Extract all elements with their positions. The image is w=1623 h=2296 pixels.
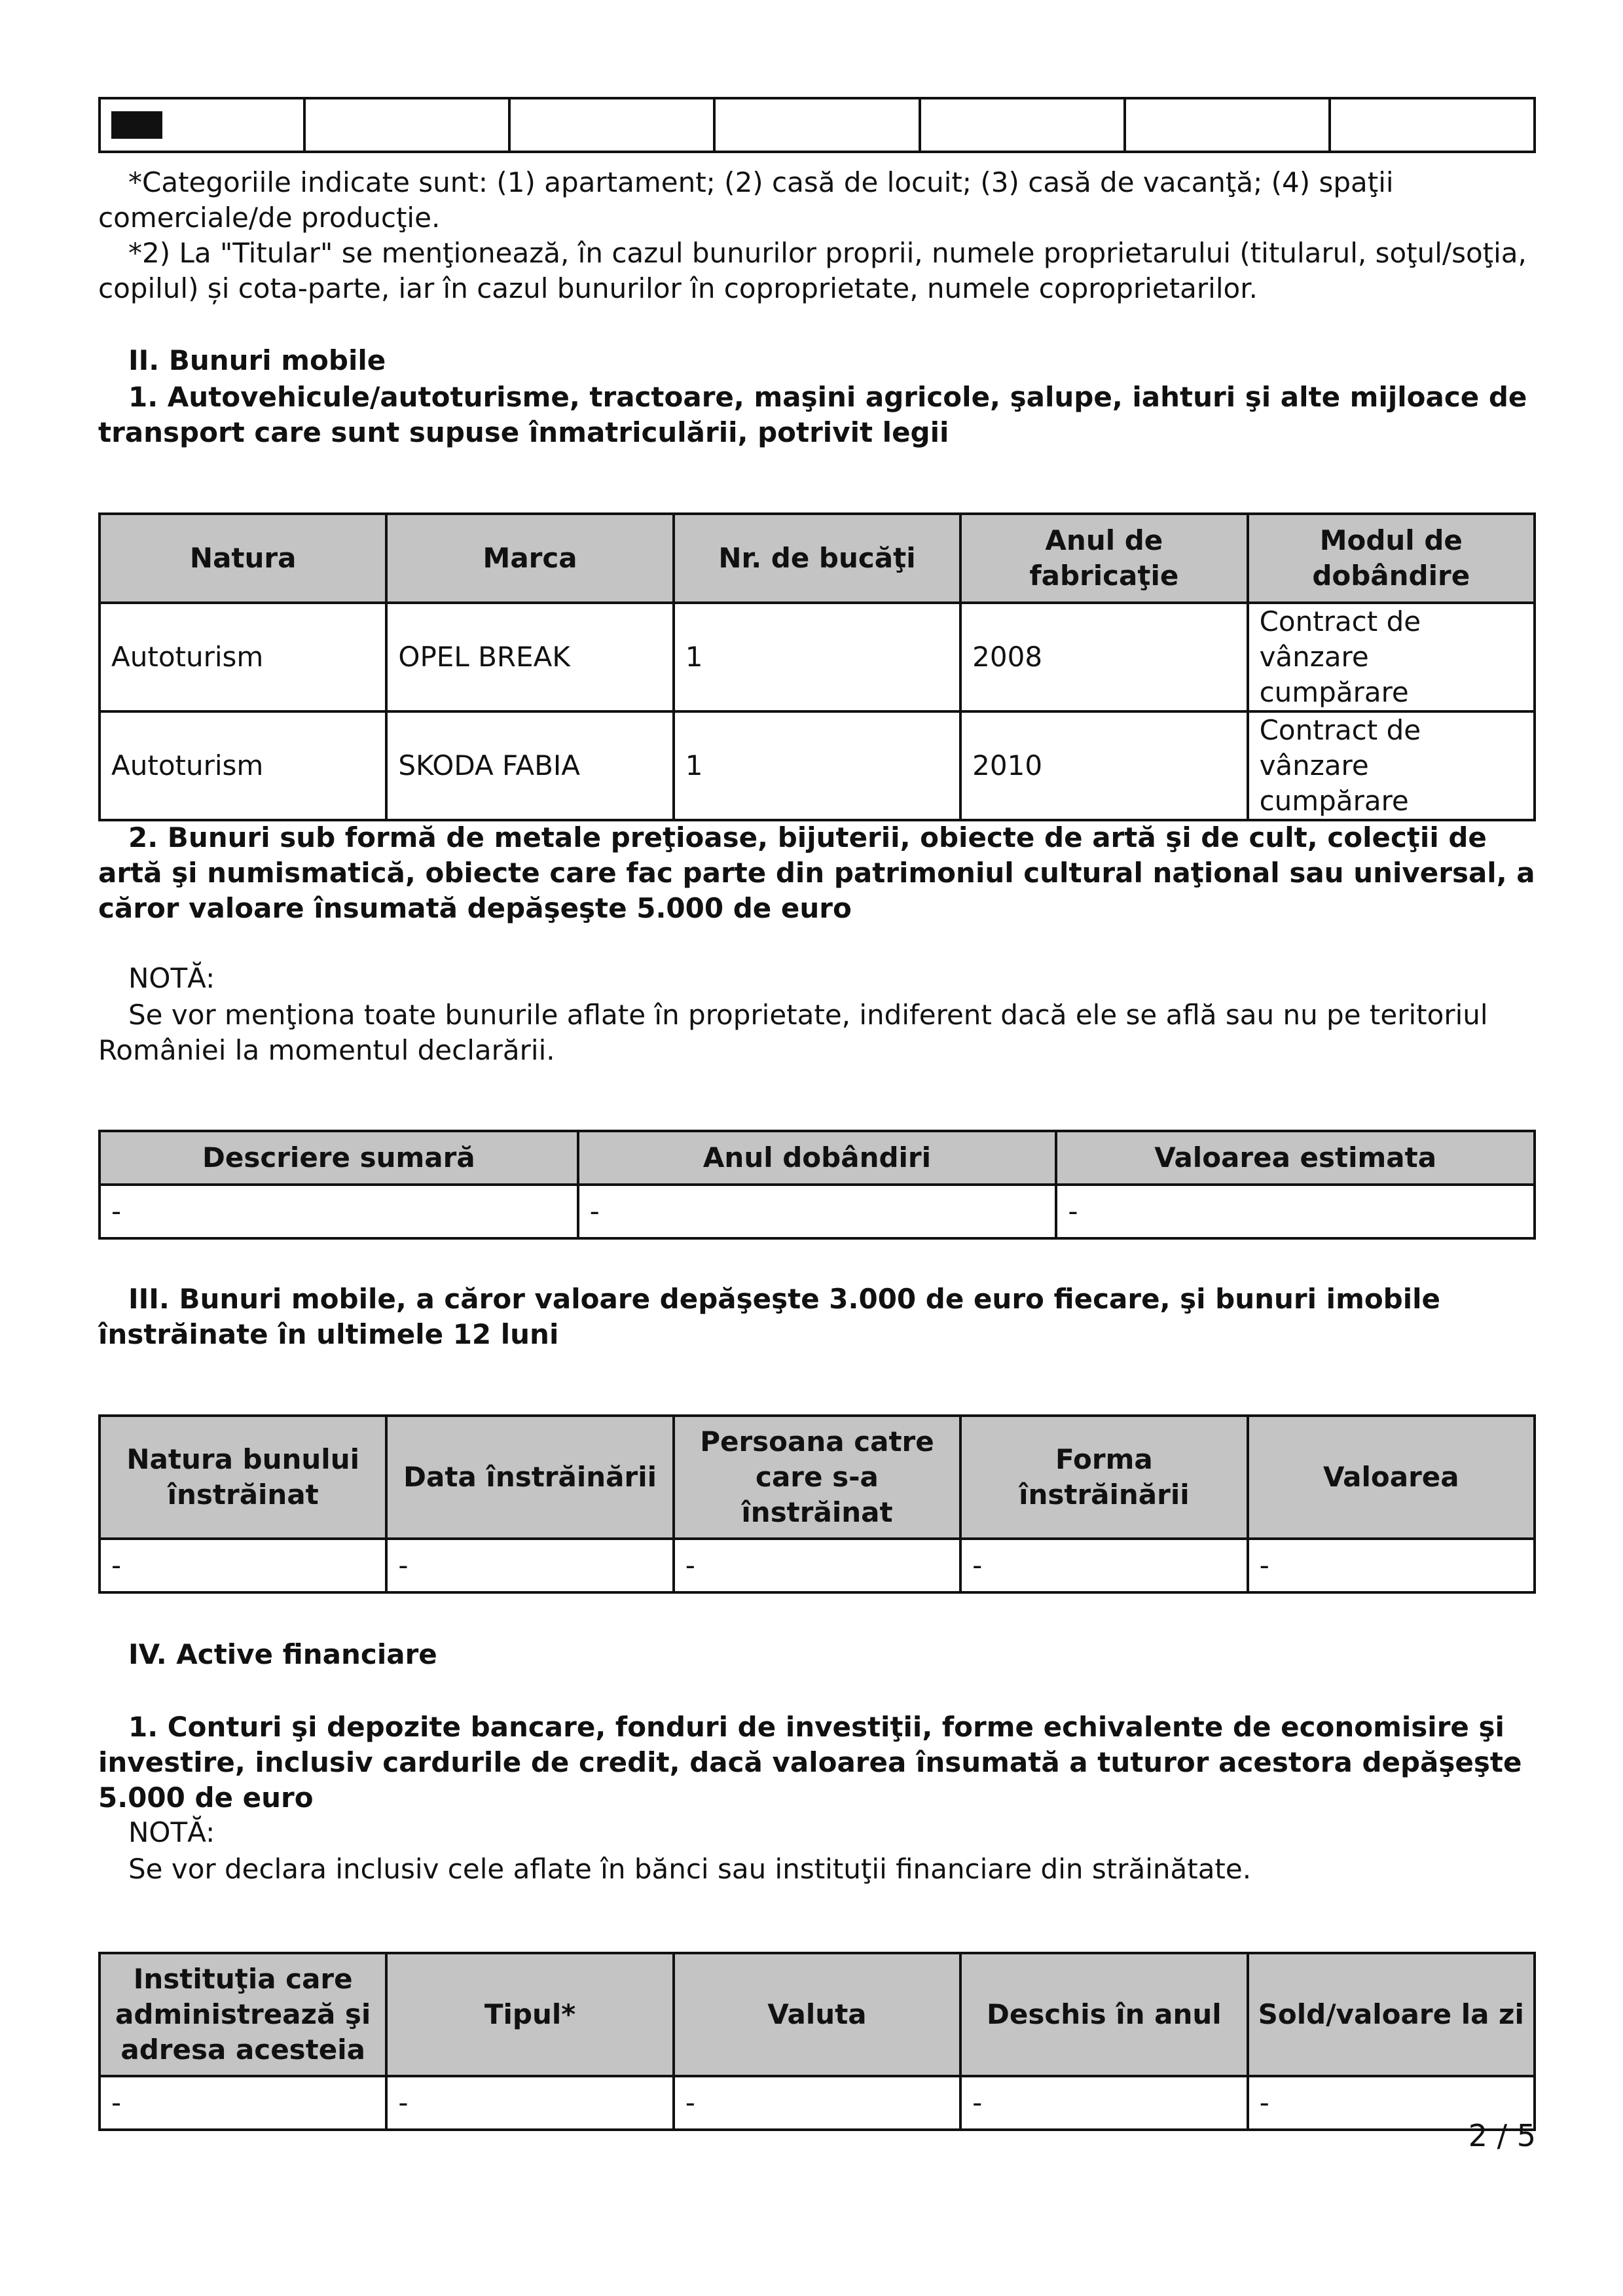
vehicles-table (98, 512, 1536, 821)
redacted-cell (100, 98, 304, 152)
table-header-row (100, 514, 1535, 603)
table-cell: Contract de vânzare cumpărare (1248, 711, 1535, 820)
top-continuation-table (98, 97, 1536, 153)
table-cell: - (100, 1185, 578, 1238)
header-marca: Marca (386, 514, 673, 603)
financial-accounts-table (98, 1952, 1536, 2131)
table-cell: - (1056, 1185, 1535, 1238)
table-cell: SKODA FABIA (386, 711, 673, 820)
table-cell: - (960, 2076, 1247, 2130)
table-row (100, 2076, 1535, 2130)
table-cell: 2008 (960, 603, 1247, 711)
table-header-row (100, 1953, 1535, 2076)
alienated-assets-table (98, 1414, 1536, 1594)
header-nr-bucati: Nr. de bucăţi (674, 514, 960, 603)
table-cell: 2010 (960, 711, 1247, 820)
table-cell (714, 98, 919, 152)
table-row (100, 603, 1535, 711)
table-cell: Autoturism (100, 711, 386, 820)
table-cell: - (674, 1539, 960, 1592)
table-cell: - (386, 2076, 673, 2130)
table-cell: Autoturism (100, 603, 386, 711)
table-header-row (100, 1416, 1535, 1539)
section-iii-title: III. Bunuri mobile, a căror valoare depăşeşte 3.000 de euro fiecare, şi bunuri imobile înstrăinate în ultimele 12 luni (98, 1283, 1441, 1350)
header-deschis-in-anul: Deschis în anul (960, 1953, 1247, 2076)
table-row (100, 1539, 1535, 1592)
header-forma-instrainarii: Forma înstrăinării (960, 1416, 1247, 1539)
table-cell: 1 (674, 603, 960, 711)
note-text: Se vor declara inclusiv cele aflate în bănci sau instituţii financiare din străinătate. (128, 1853, 1252, 1885)
table-cell: - (386, 1539, 673, 1592)
section-ii-1-title: 1. Autovehicule/autoturisme, tractoare, maşini agricole, şalupe, iahturi şi alte mijloace de transport care sunt supuse înmatriculării, potrivit legii (98, 381, 1527, 448)
redaction-mark (111, 111, 162, 139)
table-cell (509, 98, 714, 152)
table-row (100, 1185, 1535, 1238)
section-iv-1-title: 1. Conturi şi depozite bancare, fonduri de investiţii, forme echivalente de economisire şi investire, inclusiv cardurile de credit, dacă valoarea însumată a tuturor acestora depăşeşte 5.000 de euro (98, 1711, 1522, 1814)
table-cell: - (1248, 2076, 1535, 2130)
table-cell: 1 (674, 711, 960, 820)
header-institutia: Instituţia care administrează şi adresa acesteia (100, 1953, 386, 2076)
section-iv-title: IV. Active financiare (128, 1638, 437, 1670)
table-cell: - (960, 1539, 1247, 1592)
table-cell (1125, 98, 1330, 152)
valuables-table (98, 1130, 1536, 1240)
header-anul-fabricatie: Anul de fabricaţie (960, 514, 1247, 603)
header-tipul: Tipul* (386, 1953, 673, 2076)
header-descriere: Descriere sumară (100, 1131, 578, 1185)
table-cell (304, 98, 509, 152)
table-cell: - (674, 2076, 960, 2130)
header-valoarea-estimata: Valoarea estimata (1056, 1131, 1535, 1185)
header-valoarea: Valoarea (1248, 1416, 1535, 1539)
note-titular: *2) La "Titular" se menţionează, în cazul bunurilor proprii, numele proprietarului (titularul, soţul/soţia, copilul) și cota-parte, iar în cazul bunurilor în coproprietate, numele coproprietarilor. (98, 237, 1527, 304)
table-cell (1330, 98, 1535, 152)
table-cell: - (100, 1539, 386, 1592)
header-modul-dobandire: Modul de dobândire (1248, 514, 1535, 603)
note-text: Se vor menţiona toate bunurile aflate în proprietate, indiferent dacă ele se află sau nu pe teritoriul României la momentul declarării. (98, 999, 1488, 1066)
header-data-instrainarii: Data înstrăinării (386, 1416, 673, 1539)
note-categories: *Categoriile indicate sunt: (1) apartament; (2) casă de locuit; (3) casă de vacanţă; (4) spaţii comerciale/de producţie. (98, 166, 1394, 234)
header-persoana: Persoana catre care s-a înstrăinat (674, 1416, 960, 1539)
header-sold: Sold/valoare la zi (1248, 1953, 1535, 2076)
page-number: 2 / 5 (1468, 2118, 1536, 2153)
table-header-row (100, 1131, 1535, 1185)
table-cell: OPEL BREAK (386, 603, 673, 711)
note-label: NOTĂ: (128, 1816, 215, 1848)
header-valuta: Valuta (674, 1953, 960, 2076)
section-ii-title: II. Bunuri mobile (128, 344, 386, 376)
table-cell: Contract de vânzare cumpărare (1248, 603, 1535, 711)
table-cell (920, 98, 1125, 152)
note-label: NOTĂ: (128, 962, 215, 994)
header-natura: Natura (100, 514, 386, 603)
section-ii-2-title: 2. Bunuri sub formă de metale preţioase, bijuterii, obiecte de artă şi de cult, colecţii de artă şi numismatică, obiecte care fac parte din patrimoniul cultural naţional sau universal, a căror valoare însumată depăşeşte 5.000 de euro (98, 821, 1535, 924)
table-row (100, 711, 1535, 820)
header-natura-bunului: Natura bunului înstrăinat (100, 1416, 386, 1539)
table-cell: - (578, 1185, 1057, 1238)
table-cell: - (100, 2076, 386, 2130)
header-anul-dobandiri: Anul dobândiri (578, 1131, 1057, 1185)
table-cell: - (1248, 1539, 1535, 1592)
